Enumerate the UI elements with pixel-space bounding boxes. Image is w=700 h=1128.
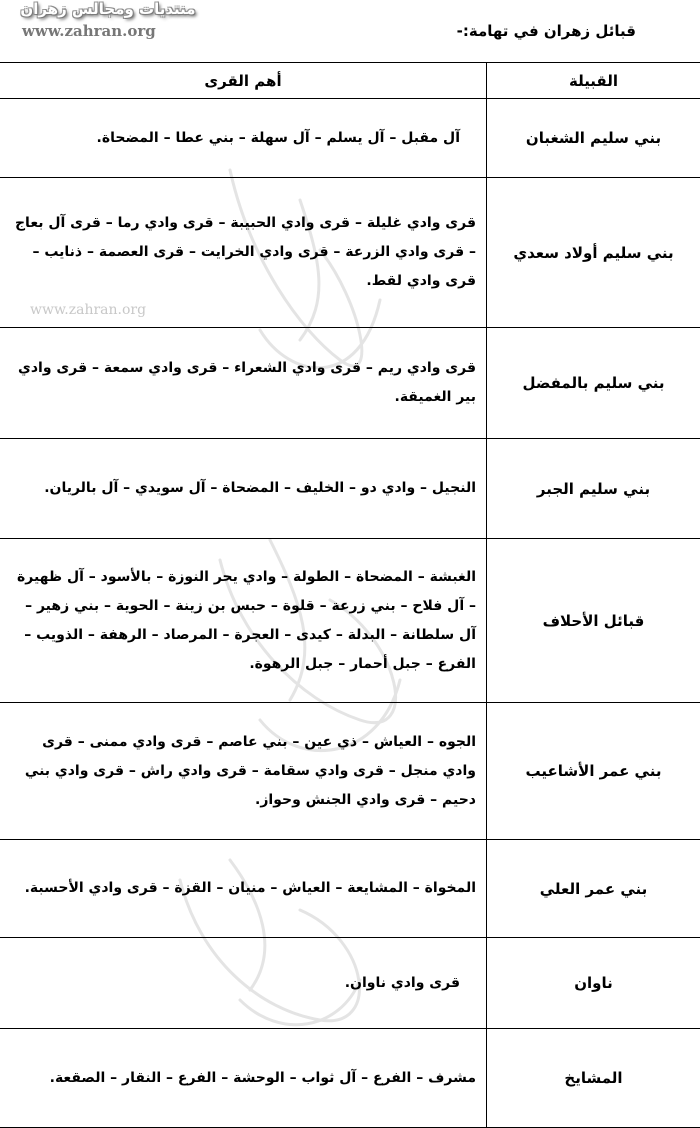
tribe-name: بني عمر الأشاعيب [487,703,700,840]
tribe-villages: قرى وادي ريم – قرى وادي الشعراء – قرى وادي سمعة – قرى وادي بير الغميقة. [0,328,487,439]
header-tribe: القبيلة [487,63,700,99]
table-row [0,539,700,703]
tribe-name: ناوان [487,938,700,1029]
tribe-name: بني سليم الجبر [487,439,700,539]
tribe-villages: النجيل – وادي دو – الخليف – المضحاة – آل سويدي – آل بالريان. [0,439,487,539]
tribe-villages: آل مقبل – آل يسلم – آل سهلة – بني عطا – المضحاة. [0,99,487,178]
tribes-table [0,62,700,1128]
table-row [0,178,700,328]
table-row [0,840,700,938]
table-header-row [0,63,700,99]
table-row [0,439,700,539]
watermark-url: www.zahran.org [22,22,156,40]
watermark-url-faint: www.zahran.org [30,302,146,318]
table-row [0,328,700,439]
tribe-villages: قرى وادي غليلة – قرى وادي الحبيبة – قرى وادي رما – قرى آل بعاج – قرى وادي الزرعة – قرى وادي الخرايت – قرى العصمة – ذنايب – قرى وادي لقط. [0,178,487,328]
table-row [0,938,700,1029]
forum-logo: منتديات ومجالس زهران [8,0,208,18]
tribe-villages: الجوه – العياش – ذي عين – بني عاصم – قرى وادي ممنى – قرى وادي منجل – قرى وادي سقامة – قرى وادي راش – قرى وادي بني دحيم – قرى وادي الجنش وحواز. [0,703,487,840]
tribe-name: بني سليم أولاد سعدي [487,178,700,328]
table-row [0,99,700,178]
tribe-villages: الغبشة – المضحاة – الطولة – وادي يحر النوزة – بالأسود – آل ظهيرة – آل فلاح – بني زرعة – قلوة – حبس بن زينة – الحوية – بني زهير – آل سلطانة – البدلة – كيدى – العجرة – المرصاد – الرهفة – الذويب – الفرع – جبل أحمار – جبل الرهوة. [0,539,487,703]
tribe-villages: مشرف – الفرع – آل ثواب – الوحشة – الفرع – النقار – الصقعة. [0,1029,487,1128]
tribe-name: بني سليم بالمفضل [487,328,700,439]
tribe-name: المشايخ [487,1029,700,1128]
tribe-name: قبائل الأحلاف [487,539,700,703]
page-title: قبائل زهران في تهامة:- [457,22,636,40]
table-row [0,703,700,840]
table-row [0,1029,700,1128]
tribe-villages: قرى وادي ناوان. [0,938,487,1029]
tribe-villages: المخواة – المشايعة – العياش – منيان – القزة – قرى وادي الأحسبة. [0,840,487,938]
header-villages: أهم القرى [0,63,487,99]
tribe-name: بني سليم الشغبان [487,99,700,178]
tribe-name: بني عمر العلي [487,840,700,938]
